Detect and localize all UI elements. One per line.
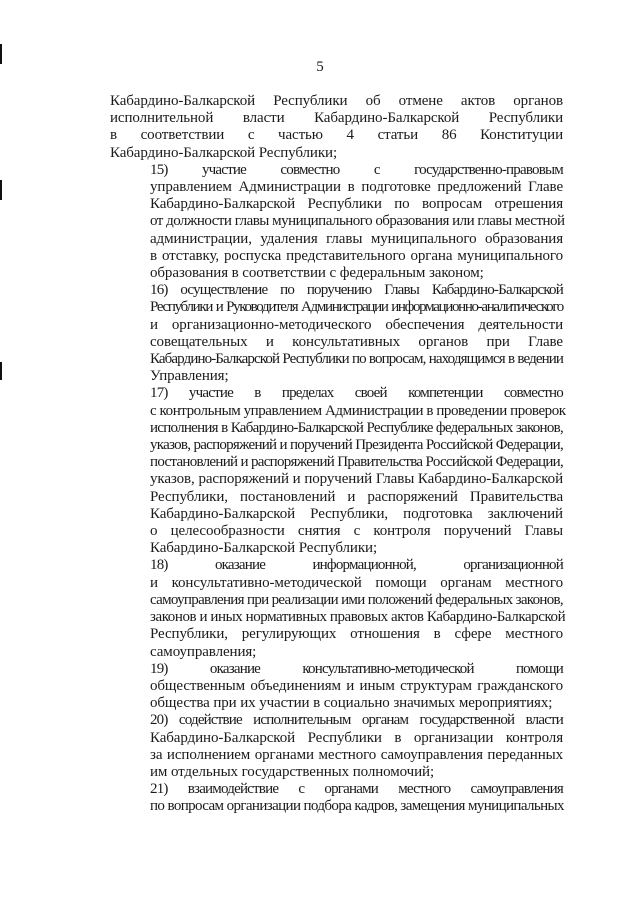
text-line: Республики и Руководителя Администрации информационно-аналитического <box>150 299 563 316</box>
text-line: законов и иных нормативных правовых актов Кабардино-Балкарской <box>150 609 566 626</box>
text-line: Кабардино-Балкарской Республики в организации контроля <box>150 729 563 746</box>
paragraph-p16 <box>110 282 563 385</box>
text-line: 17) участие в пределах своей компетенции совместно <box>150 385 563 402</box>
text-line: указов, распоряжений и поручений Президента Российской Федерации, <box>150 437 563 454</box>
text-line: общественным объединениям и иным структурам гражданского <box>150 677 563 694</box>
text-line: Управления; <box>150 368 229 385</box>
paragraph-p19 <box>110 661 563 713</box>
text-line: Кабардино-Балкарской Республики по вопросам отрешения <box>150 196 563 213</box>
paragraph-p14-end <box>110 93 563 162</box>
text-line: с контрольным управлением Администрации в проведении проверок <box>150 402 566 419</box>
paragraph-p21 <box>110 781 563 815</box>
document-body <box>110 93 566 816</box>
text-line: исполнительной власти Кабардино-Балкарской Республики <box>110 110 563 127</box>
page-number: 5 <box>316 59 324 75</box>
text-line: общества при их участии в социально значимых мероприятиях; <box>150 695 553 712</box>
text-line: Кабардино-Балкарской Республики по вопросам, находящимся в ведении <box>150 351 563 368</box>
text-line: за исполнением органами местного самоуправления переданных <box>150 746 563 763</box>
text-line: 15) участие совместно с государственно-правовым <box>150 161 563 178</box>
text-line: Республики, постановлений и распоряжений Правительства <box>150 488 563 505</box>
paragraph-p18 <box>110 557 566 660</box>
text-line: 20) содействие исполнительным органам государственной власти <box>150 712 563 729</box>
paragraph-p17 <box>110 385 566 557</box>
text-line: о целесообразности снятия с контроля поручений Главы <box>150 523 563 540</box>
text-line: Кабардино-Балкарской Республики; <box>150 540 378 557</box>
text-line: от должности главы муниципального образования или главы местной <box>150 213 565 230</box>
text-line: администрации, удаления главы муниципального образования <box>150 230 563 247</box>
text-line: и организационно-методического обеспечения деятельности <box>150 316 563 333</box>
paragraph-p20 <box>110 712 563 781</box>
text-line: и консультативно-методической помощи органам местного <box>150 574 563 591</box>
text-line: Кабардино-Балкарской Республики, подготовка заключений <box>150 505 563 522</box>
text-line: в отставку, роспуска представительного органа муниципального <box>150 247 563 264</box>
text-line: управлением Администрации в подготовке предложений Главе <box>150 179 563 196</box>
text-line: Кабардино-Балкарской Республики об отмене актов органов <box>110 93 563 109</box>
text-line: постановлений и распоряжений Правительства Российской Федерации, <box>150 454 563 471</box>
text-line: 16) осуществление по поручению Главы Кабардино-Балкарской <box>150 282 563 299</box>
text-line: образования в соответствии с федеральным законом; <box>150 265 484 282</box>
text-line: указов, распоряжений и поручений Главы Кабардино-Балкарской <box>150 471 563 488</box>
text-line: Кабардино-Балкарской Республики; <box>110 144 338 161</box>
text-line: в соответствии с частью 4 статьи 86 Конституции <box>110 127 563 144</box>
text-line: Республики, регулирующих отношения в сфере местного <box>150 626 563 643</box>
text-line: исполнения в Кабардино-Балкарской Республике федеральных законов, <box>150 419 563 436</box>
text-line: самоуправления; <box>150 643 257 660</box>
paragraph-p15 <box>110 162 563 282</box>
text-line: 18) оказание информационной, организационной <box>150 557 563 574</box>
scan-edge-mark <box>0 362 2 380</box>
text-line: 21) взаимодействие с органами местного самоуправления <box>150 781 563 798</box>
text-line: самоуправления при реализации ими положений федеральных законов, <box>150 591 563 608</box>
text-line: 19) оказание консультативно-методической помощи <box>150 660 563 677</box>
text-line: им отдельных государственных полномочий; <box>150 763 435 780</box>
scan-edge-mark <box>0 180 2 200</box>
text-line: по вопросам организации подбора кадров, замещения муниципальных <box>150 798 564 815</box>
text-line: совещательных и консультативных органов при Главе <box>150 333 563 350</box>
